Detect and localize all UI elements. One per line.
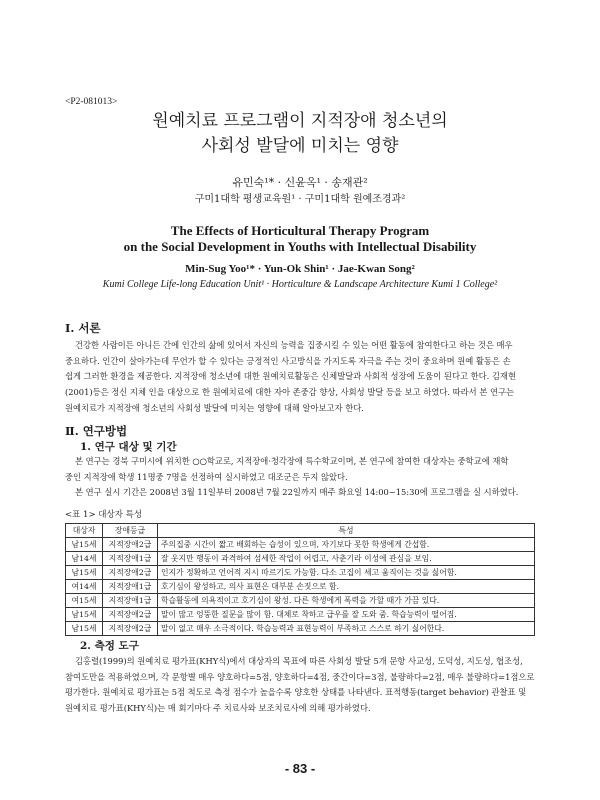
table-cell-subject: 여15세	[66, 594, 103, 608]
korean-title-line2: 사회성 발달에 미치는 영향	[201, 136, 399, 156]
table-row	[66, 538, 535, 552]
table-cell-trait: 학습활동에 의욕적이고 호기심이 왕성. 다른 학생에게 폭력을 가할 때가 가끔 있다.	[158, 594, 535, 608]
table-cell-grade: 지적장애2급	[103, 538, 158, 552]
english-authors: Min-Sug Yoo¹* · Yun-Ok Shin¹ · Jae-Kwan Song²	[185, 263, 415, 275]
table-row	[66, 622, 535, 636]
table-row	[66, 594, 535, 608]
table-row	[66, 552, 535, 566]
section1-line: 쉽게 그러한 환경을 제공한다. 지적장애 청소년에 대한 원예치료활동은 신체발달과 사회적 성장에 도움이 된다고 한다. 김재현	[65, 371, 516, 382]
table-cell-grade: 지적장애2급	[103, 608, 158, 622]
table-cell-grade: 지적장애1급	[103, 580, 158, 594]
table-cell-subject: 남14세	[66, 552, 103, 566]
section1-line: 중요하다. 인간이 살아가는데 무언가 할 수 있다는 긍정적인 사고방식을 가지도록 자극을 주는 것이 중요하며 원예 활동은 손	[65, 355, 511, 366]
section1-heading: Ⅰ. 서론	[65, 321, 101, 335]
page-number: - 83 -	[284, 761, 316, 776]
table-cell-trait: 말이 없고 매우 소극적이다. 학습능력과 표현능력이 부족하고 스스로 하기 싫어한다.	[158, 622, 535, 636]
table-cell-subject: 남15세	[66, 538, 103, 552]
korean-title-line1: 원예치료 프로그램이 지적장애 청소년의	[152, 111, 448, 131]
paper-code: <P2-081013>	[65, 97, 118, 107]
table-header-row	[66, 524, 535, 538]
english-title-line1: The Effects of Horticultural Therapy Program	[170, 223, 430, 238]
table-cell-subject: 여14세	[66, 580, 103, 594]
table-cell-trait: 인지가 정확하고 언어적 지시 따르기도 가능함. 다소 고집이 세고 움직이는 것을 싫어함.	[158, 566, 535, 580]
table-cell-trait: 호기심이 왕성하고, 의사 표현은 대부분 손짓으로 함.	[158, 580, 535, 594]
measurement-line: 평가한다. 원예치료 평가표는 5점 척도로 측정 점수가 높을수록 양호한 상태를 나타낸다. 표적행동(target behavior) 관찰표 및	[65, 687, 527, 698]
table-cell-trait: 잘 웃지만 행동이 과격하여 섬세한 작업이 어렵고, 사춘기라 이성에 관심을 보임.	[158, 552, 535, 566]
table-cell-grade: 지적장애1급	[103, 594, 158, 608]
section1-paragraph	[65, 338, 535, 417]
section1-line: 원예치료가 지적장애 청소년의 사회성 발달에 미치는 영향에 대해 알아보고자 한다.	[65, 402, 364, 413]
subsection-measurement-heading: 2. 측정 도구	[80, 640, 139, 652]
subjects-line: 중인 지적장애 학생 11명중 7명을 선정하여 실시하였고 대조군은 두지 않았다.	[65, 471, 348, 482]
table-row	[66, 566, 535, 580]
table-cell-grade: 지적장애2급	[103, 622, 158, 636]
korean-affiliation: 구미1대학 평생교육원¹ · 구미1대학 원예조경과²	[194, 194, 406, 205]
table-cell-trait: 주의집중 시간이 짧고 배회하는 습성이 있으며, 자기보다 못한 학생에게 간섭함.	[158, 538, 535, 552]
section1-line: 건강한 사람이든 아니든 간에 인간의 삶에 있어서 자신의 능력을 집중시킬 수 있는 어떤 활동에 참여한다고 하는 것은 매우	[75, 340, 513, 350]
table-cell-trait: 말이 많고 엉뚱한 질문을 많이 함. 대체로 착하고 급우를 잘 도와 줌. 학습능력이 떨어짐.	[158, 608, 535, 622]
english-affiliation: Kumi College Life-long Education Unit¹ · Horticulture & Landscape Architecture Kumi 1 College²	[102, 279, 498, 290]
section2-heading: Ⅱ. 연구방법	[65, 424, 128, 438]
subjects-line: 본 연구 실시 기간은 2008년 3월 11일부터 2008년 7월 22일까지 매주 화요일 14:00~15:30에 프로그램을 실 시하였다.	[75, 487, 519, 498]
table-row	[66, 608, 535, 622]
subsection-measurement-paragraph	[65, 654, 535, 717]
table-header-subject: 대상자	[66, 524, 103, 538]
subsection-subjects-heading: 1. 연구 대상 및 기간	[80, 441, 177, 453]
table-cell-grade: 지적장애2급	[103, 566, 158, 580]
measurement-line: 원예치료 평가표(KHY식)는 매 회기마다 주 치료사와 보조치료사에 의해 평가하였다.	[65, 703, 371, 714]
table-header-trait: 특성	[158, 524, 535, 538]
english-title-line2: on the Social Development in Youths with Intellectual Disability	[123, 239, 477, 254]
table-row	[66, 580, 535, 594]
subsection-subjects-paragraph	[65, 454, 535, 501]
subject-characteristics-table	[65, 523, 535, 636]
table-caption: <표 1> 대상자 특성	[65, 510, 143, 520]
measurement-line: 김홍렬(1999)의 원예치료 평가표(KHY식)에서 대상자의 목표에 따른 사회성 발달 5개 문항 사교성, 도덕성, 지도성, 협조성,	[75, 656, 523, 666]
measurement-line: 참여도만을 적용하였으며, 각 문항별 매우 양호하다=5점, 양호하다=4점, 중간이다=3점, 불량하다=2점, 매우 불량하다=1점으로	[65, 671, 535, 682]
subjects-line: 본 연구는 경북 구미시에 위치한 ○○학교로, 지적장애·청각장애 특수학교이며, 본 연구에 참여한 대상자는 중학교에 재학	[75, 456, 509, 466]
korean-authors: 유민숙¹* · 신윤옥¹ · 송재관²	[232, 176, 368, 189]
table-cell-subject: 남15세	[66, 622, 103, 636]
table-cell-subject: 남15세	[66, 566, 103, 580]
table-cell-grade: 지적장애1급	[103, 552, 158, 566]
section1-line: (2001)등은 정신 지체 인을 대상으로 한 원예치료에 대한 자아 존중감 향상, 사회성 발달 등을 보고 하였다. 따라서 본 연구는	[65, 387, 515, 398]
table-header-grade: 장애등급	[103, 524, 158, 538]
table-cell-subject: 남15세	[66, 608, 103, 622]
